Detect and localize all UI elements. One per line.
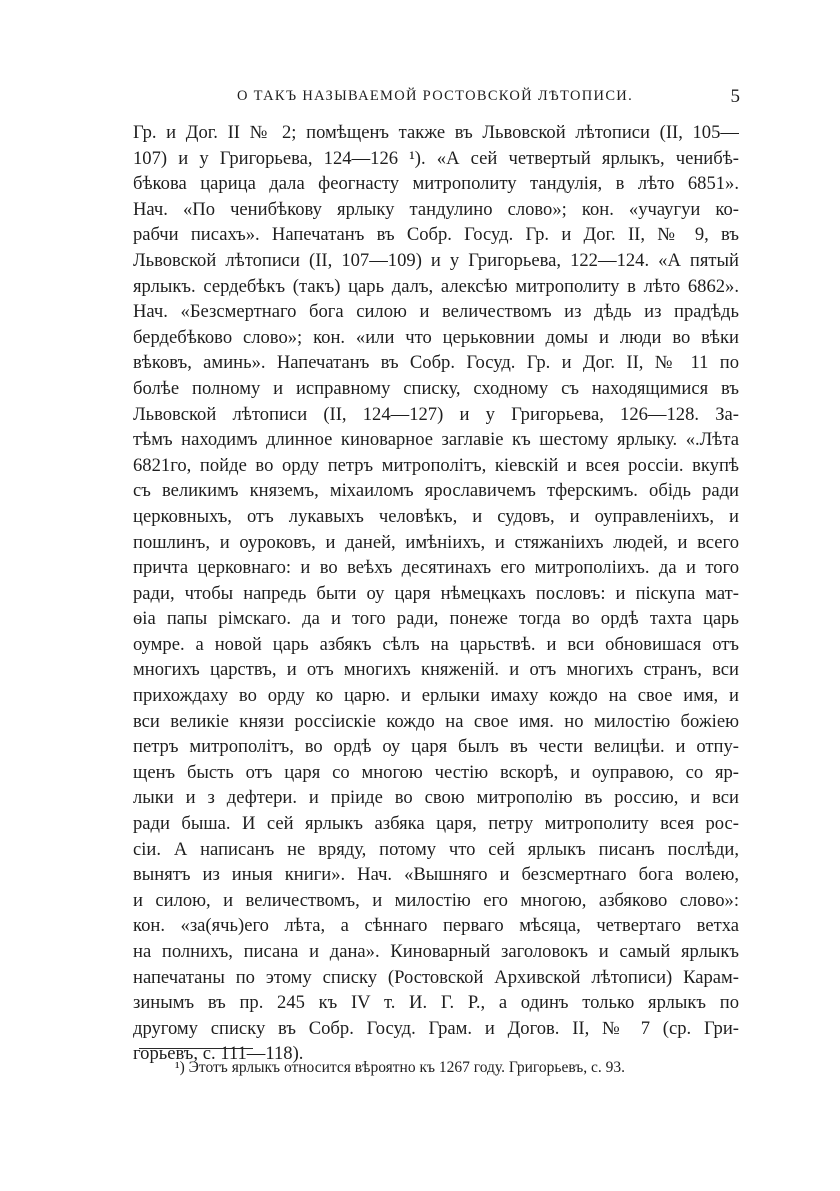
text-line: тѣмъ находимъ длинное киноварное заглавіе къ шестому ярлыку. «.Лѣта xyxy=(133,429,739,451)
text-line: Гр. и Дог. II № 2; помѣщенъ также въ Львовской лѣтописи (II, 105— xyxy=(133,122,739,143)
text-line: 6821го, пойде во орду петръ митрополітъ, кіевскій и всея россіи. вкупѣ xyxy=(133,454,739,476)
text-line: вси великіе князи россіиcкіе кождо на свое имя. но милостію божіею xyxy=(133,710,739,732)
text-line: оумре. а новой царь азбякъ сѣлъ на царьствѣ. и вси обновишася отъ xyxy=(133,633,739,655)
text-line: Львовской лѣтописи (II, 107—109) и у Григорьева, 122—124. «А пятый xyxy=(133,249,739,271)
text-line: пошлинъ, и оуроковъ, и даней, имѣніихъ, и стяжаніихъ людей, и всего xyxy=(133,531,739,553)
text-line: болѣе полному и исправному списку, сходному съ находящимися въ xyxy=(133,377,739,399)
text-line: ѳіа папы рімскаго. да и того ради, понеже тогда во ордѣ тахта царь xyxy=(133,608,739,630)
text-line: рабчи писахъ». Напечатанъ въ Собр. Госуд. Гр. и Дог. II, № 9, въ xyxy=(133,224,739,246)
text-line: вѣковъ, аминь». Напечатанъ въ Собр. Госуд. Гр. и Дог. II, № 11 по xyxy=(133,352,739,374)
text-line: на полнихъ, писана и дана». Киноварный заголовокъ и самый ярлыкъ xyxy=(133,941,739,962)
text-line: ради, чтобы напредь быти оу царя нѣмецкахъ пословъ: и піскупа мат- xyxy=(133,582,739,604)
text-line: напечатаны по этому списку (Ростовской Архивской лѣтописи) Карам- xyxy=(133,966,739,988)
text-line: щенъ бысть отъ царя со многою честію вскорѣ, и оуправою, со яр- xyxy=(133,761,739,783)
text-line: 107) и у Григорьева, 124—126 ¹). «А сей четвертый ярлыкъ, ченибѣ- xyxy=(133,147,739,169)
text-line: съ великимъ княземъ, міхаиломъ ярославичемъ тферскимъ. обідь ради xyxy=(133,480,739,502)
text-line: многихъ царствъ, и отъ многихъ княженій. и отъ многихъ странъ, вси xyxy=(133,659,739,681)
text-line: бѣкова царица дала феогнасту митрополиту тандулія, в лѣто 6851». xyxy=(133,173,739,195)
running-title: О ТАКЪ НАЗЫВАЕМОЙ РОСТОВСКОЙ ЛѢТОПИСИ. xyxy=(236,88,633,104)
text-line: Нач. «По ченибѣкову ярлыку тандулино слово»; кон. «учаугуи ко- xyxy=(133,198,739,220)
text-line: церковныхъ, отъ лукавыхъ человѣкъ, и судовъ, и оуправленіихъ, и xyxy=(133,505,739,527)
text-line: Нач. «Безсмертнаго бога силою и величествомъ из дѣдь из прадѣдь xyxy=(133,301,739,323)
text-line: сіи. А написанъ не вряду, потому что сей ярлыкъ писанъ послѣди, xyxy=(133,838,739,860)
text-line: бердебѣково слово»; кон. «или что церьковнии домы и люди во вѣки xyxy=(133,326,739,348)
text-line: причта церковнаго: и во веѣхъ десятинахъ его митрополіихъ. да и того xyxy=(133,557,739,579)
text-line: кон. «за(ячь)его лѣта, а сѣннаго перваго мѣсяца, четвертаго ветха xyxy=(133,915,739,937)
text-line: прихождаху во орду ко царю. и ерлыки имаху кождо на свое имя, и xyxy=(133,685,739,707)
text-line: Львовской лѣтописи (II, 124—127) и у Григорьева, 126—128. За- xyxy=(133,403,739,425)
footnote-divider xyxy=(139,1048,253,1049)
text-line: другому списку въ Собр. Госуд. Грам. и Догов. II, № 7 (ср. Гри- xyxy=(133,1017,739,1039)
text-line: вынятъ из иныя книги». Нач. «Вышняго и безсмертнаго бога волею, xyxy=(133,864,739,886)
body-text xyxy=(133,120,739,1067)
text-line: лыки и з дефтери. и пріиде во свою митрополію въ россию, и вси xyxy=(133,787,739,809)
text-line: горьевъ, с. 111—118). xyxy=(133,1043,304,1065)
footnote: ¹) Этотъ ярлыкъ относится вѣроятно къ 1267 году. Григорьевъ, с. 93. xyxy=(175,1059,626,1076)
page-number: 5 xyxy=(730,86,740,107)
text-line: петръ митрополітъ, во ордѣ оу царя былъ въ чести велицѣи. и отпу- xyxy=(133,736,739,758)
text-line: и силою, и величествомъ, и милостію его многою, азбяково слово»: xyxy=(133,889,739,911)
running-head xyxy=(130,88,740,110)
text-line: зинымъ въ пр. 245 къ IV т. И. Г. Р., а одинъ только ярлыкъ по xyxy=(133,992,739,1014)
text-line: ярлыкъ. сердебѣкъ (такъ) царь далъ, алексѣю митрополиту в лѣто 6862». xyxy=(133,275,739,297)
text-line: ради быша. И сей ярлыкъ азбяка царя, петру митрополиту всея рос- xyxy=(133,813,739,835)
